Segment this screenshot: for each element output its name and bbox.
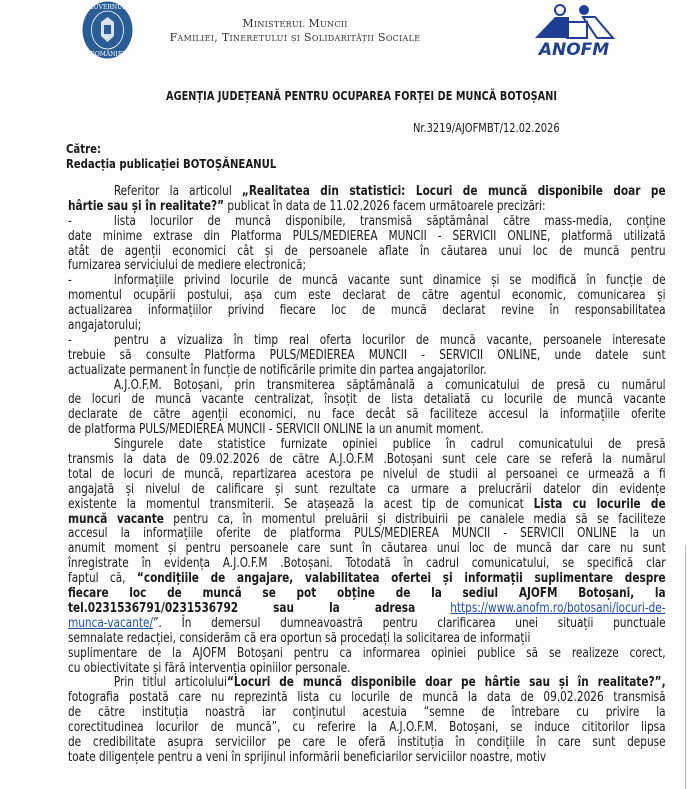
bullet-item-line: trebuie să consulte Platforma PULS/MEDIEREA MUNCII - SERVICII ONLINE, unde datele sunt: [68, 347, 666, 363]
paragraph-line: muncă vacante pentru ca, în momentul preluării și distribuirii pe canalele media să se faciliteze: [68, 511, 666, 527]
bullet-dash: -: [68, 273, 72, 289]
paragraph-line: A.J.O.F.M. Botoșani, prin transmiterea săptămânală a comunicatului de presă cu numărul: [113, 377, 666, 393]
paragraph-line: transmis la data de 09.02.2026 de către A.J.O.F.M .Botoșani sunt cele care se referă la numărul: [68, 452, 666, 468]
ministry-line-2: Familiei, Tineretului și Solidarității Sociale: [169, 31, 421, 44]
paragraph-line: total de locuri de muncă, repartizarea acestora pe nivelul de studii al persoanei ce urmează a fi: [68, 466, 666, 482]
paragraph-line: faptul că, “condițiile de angajare, valabilitatea ofertei și informații suplimentare despre: [68, 571, 666, 587]
bullet-item-line: angajatorului;: [68, 318, 142, 334]
bullet-item-line: - lista locurilor de muncă disponibile, transmisă săptămânal către mass-media, conține: [68, 213, 666, 229]
ministry-name: [150, 17, 440, 45]
article-title: „Realitatea din statistici: Locuri de muncă disponibile doar pe: [241, 184, 666, 199]
agency-title: AGENȚIA JUDEȚEANĂ PENTRU OCUPAREA FORȚEI DE MUNCĂ BOTOȘANI: [166, 88, 558, 103]
paragraph-line: de credibilitate asupra serviciilor pe care le oferă instituția în condițiile în care sunt depuse: [68, 734, 666, 750]
paragraph-line: suplimentare de la AJOFM Botoșani pentru ca informarea opiniei publice să se realizeze corect,: [68, 645, 666, 661]
paragraph-line: semnalate redacției, considerăm că era oportun să procedați la solicitarea de informații: [68, 630, 531, 646]
anofm-logo-icon: [527, 4, 622, 58]
bullet-item-line: actualizarea informațiilor privind fiecare loc de muncă declarat revine în responsabilitatea: [68, 303, 666, 319]
paragraph-line: fotografia postată care nu reprezintă lista cu locurile de muncă la data de 09.02.2026 transmisă: [68, 690, 666, 706]
recipient-label: Către:: [66, 141, 102, 156]
paragraph-line: de către instituția noastră iar conținutul acestuia “semne de întrebare cu privire la: [68, 705, 666, 721]
vacancies-link[interactable]: https://www.anofm.ro/botosani/locuri-de-: [450, 600, 666, 616]
paragraph-line: anumit moment și pentru persoanele care sunt în căutarea unui loc de muncă dar care nu sunt: [68, 541, 666, 557]
paragraph-line: munca-vacante/”. În demersul dumneavoastră pentru clarificarea unei situații punctuale: [68, 615, 666, 631]
page-edge-divider: [685, 545, 686, 789]
paragraph-line: înregistrate în evidența A.J.O.F.M .Botoșani. Totodată în cadrul comunicatului, se specifică clar: [68, 556, 666, 572]
paragraph-line: corectitudinea locurilor de muncă”, cu referire la A.J.O.F.M. Botoșani, se induce cititorilor lipsa: [68, 720, 666, 736]
seal-bottom-text: ROMÂNIEI: [90, 51, 125, 58]
ministry-line-1: Ministerul Muncii: [242, 17, 348, 30]
paragraph-intro-line: hârtie sau și în realitate?” publicat în data de 11.02.2026 facem următoarele precizări:: [68, 198, 546, 214]
paragraph-line: toate diligențele pentru a veni în sprijinul informării beneficiarilor serviciilor noastre, motiv: [68, 749, 547, 765]
bullet-item-line: date minime extrase din Platforma PULS/MEDIEREA MUNCII - SERVICII ONLINE, platformă utilizată: [68, 228, 666, 244]
paragraph-line: tel.0231536791/0231536792 sau la adresa https://www.anofm.ro/botosani/locuri-de-: [68, 600, 666, 616]
vacancies-link-continued[interactable]: munca-vacante/: [68, 615, 154, 631]
bullet-item-line: actualizate permanent în funcție de notificările primite din partea angajatorilor.: [68, 362, 487, 378]
paragraph-line: existente la momentul transmiterii. Se atașează la acest tip de comunicat Lista cu locurile de: [68, 496, 666, 512]
bullet-item-line: atât de agenții economici cât și de persoanele aflate în căutarea unui loc de muncă pentru: [68, 243, 666, 259]
bullet-item-line: - informațiile privind locurile de muncă vacante sunt dinamice și se modifică în funcție de: [68, 273, 666, 289]
paragraph-line: angajată și nivelul de calificare și sunt rezultate ca urmare a prelucrării datelor din evidențe: [68, 481, 666, 497]
romanian-government-seal-icon: [80, 0, 135, 60]
anofm-logo-text: ANOFM: [538, 40, 610, 58]
paragraph-intro-line: Referitor la articolul „Realitatea din statistici: Locuri de muncă disponibile doar pe: [113, 184, 666, 199]
seal-top-text: GUVERNUL: [88, 4, 127, 11]
paragraph-line: Singurele date statistice furnizate opiniei publice în cadrul comunicatului de presă: [113, 437, 666, 453]
paragraph-line: cu obiectivitate și fără intervenția opiniilor personale.: [68, 660, 351, 676]
paragraph-line: de platforma PULS/MEDIEREA MUNCII - SERVICII ONLINE la un anumit moment.: [68, 422, 484, 438]
paragraph-line: de locuri de muncă vacante centralizat, însoțit de lista detaliată cu locurile de muncă vacante: [68, 392, 666, 408]
recipient-name: Redacția publicației BOTOȘĂNEANUL: [66, 156, 277, 171]
document-number: Nr.3219/AJOFMBT/12.02.2026: [413, 120, 560, 135]
bullet-item-line: - pentru a vizualiza în timp real oferta locurilor de muncă vacante, persoanele interesate: [68, 332, 666, 348]
paragraph-line: accesul la informațiile oferite de platforma PULS/MEDIEREA MUNCII - SERVICII ONLINE la un: [68, 526, 666, 542]
bullet-dash: -: [68, 332, 72, 348]
bullet-item-line: furnizarea serviciului de mediere electronică;: [68, 258, 306, 274]
paragraph-line: fiecare loc de muncă se pot obține de la sediul AJOFM Botoșani, la: [68, 586, 666, 602]
letter-body: [68, 184, 666, 766]
bullet-item-line: momentul ocupării postului, așa cum este declarat de către agentul economic, comunicarea și: [68, 288, 666, 304]
paragraph-line: Prin titlul articolului“Locuri de muncă disponibile doar pe hârtie sau și în realitate?”,: [113, 675, 666, 691]
paragraph-line: declarate de către agenții economici, nu face decât să faciliteze accesul la informațiile oferite: [68, 407, 666, 423]
bullet-dash: -: [68, 213, 72, 229]
